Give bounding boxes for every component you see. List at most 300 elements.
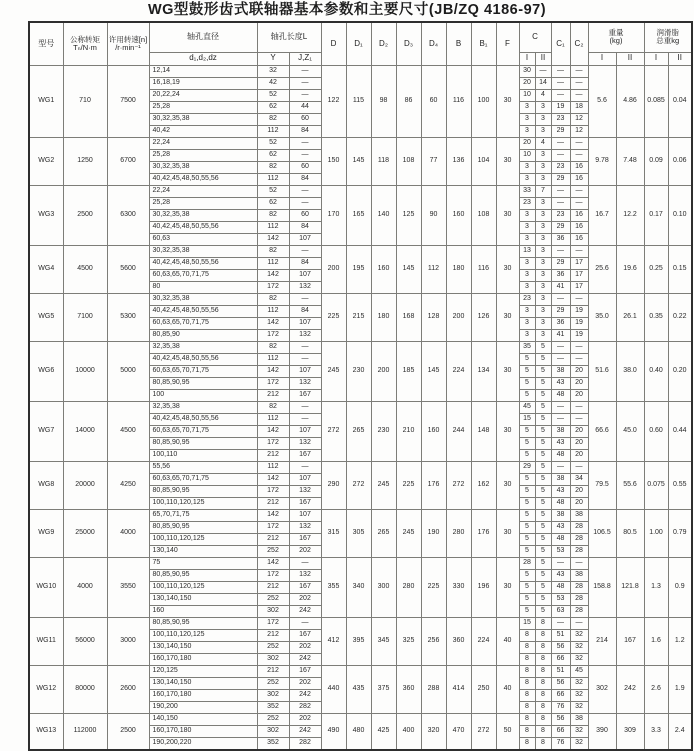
torque-cell: 710: [63, 65, 107, 137]
dim-D4-cell: 225: [421, 557, 446, 617]
C2-cell: 38: [570, 713, 588, 725]
C1-cell: 36: [551, 233, 570, 245]
grease-I-cell: 0.17: [644, 185, 668, 245]
dim-D-cell: 122: [321, 65, 346, 137]
header-D: D: [321, 22, 346, 65]
header-C1: C₁: [551, 22, 570, 65]
C1-cell: 66: [551, 725, 570, 737]
C1-cell: 29: [551, 173, 570, 185]
header-D1: D₁: [346, 22, 371, 65]
dim-F-cell: 30: [496, 461, 519, 509]
C1-cell: 29: [551, 125, 570, 137]
C-I-cell: 23: [519, 197, 535, 209]
bore-diameter-cell: 160,170,180: [149, 725, 257, 737]
C-I-cell: 3: [519, 305, 535, 317]
bore-diameter-cell: 20,22,24: [149, 89, 257, 101]
torque-cell: 80000: [63, 665, 107, 713]
length-JZ-cell: 167: [289, 581, 321, 593]
dim-B-cell: 224: [446, 341, 471, 401]
dim-D3-cell: 86: [396, 65, 421, 137]
length-JZ-cell: 167: [289, 497, 321, 509]
C1-cell: —: [551, 89, 570, 101]
length-JZ-cell: —: [289, 185, 321, 197]
speed-cell: 2500: [107, 713, 149, 750]
length-JZ-cell: 242: [289, 653, 321, 665]
bore-diameter-cell: 100,110,120,125: [149, 533, 257, 545]
bore-diameter-cell: 40,42: [149, 125, 257, 137]
length-JZ-cell: —: [289, 137, 321, 149]
table-row: [29, 293, 692, 305]
header-weight: [588, 22, 644, 52]
length-JZ-cell: 60: [289, 161, 321, 173]
C-II-cell: 8: [535, 713, 551, 725]
C2-cell: 28: [570, 545, 588, 557]
C-II-cell: 5: [535, 449, 551, 461]
C2-cell: 28: [570, 593, 588, 605]
C-I-cell: 45: [519, 401, 535, 413]
C2-cell: 19: [570, 317, 588, 329]
C1-cell: —: [551, 185, 570, 197]
length-Y-cell: 112: [257, 413, 289, 425]
C-I-cell: 5: [519, 569, 535, 581]
length-Y-cell: 112: [257, 461, 289, 473]
dim-D4-cell: 256: [421, 617, 446, 665]
C-I-cell: 13: [519, 245, 535, 257]
length-JZ-cell: —: [289, 353, 321, 365]
table-body: [29, 65, 692, 750]
C1-cell: —: [551, 617, 570, 629]
table-row: [29, 65, 692, 77]
grease-I-cell: 0.085: [644, 65, 668, 137]
length-Y-cell: 252: [257, 713, 289, 725]
C-I-cell: 3: [519, 113, 535, 125]
length-Y-cell: 142: [257, 509, 289, 521]
C-II-cell: 3: [535, 281, 551, 293]
dim-D2-cell: 160: [371, 245, 396, 293]
length-Y-cell: 302: [257, 653, 289, 665]
C-I-cell: 8: [519, 725, 535, 737]
C-I-cell: 15: [519, 413, 535, 425]
dim-D-cell: 200: [321, 245, 346, 293]
dim-D2-cell: 425: [371, 713, 396, 750]
dim-F-cell: 30: [496, 341, 519, 401]
weight-II-cell: 80.5: [616, 509, 644, 557]
length-JZ-cell: 167: [289, 449, 321, 461]
dim-D1-cell: 195: [346, 245, 371, 293]
C-I-cell: 8: [519, 677, 535, 689]
model-cell: WG3: [29, 185, 63, 245]
length-JZ-cell: 202: [289, 593, 321, 605]
dim-D4-cell: 176: [421, 461, 446, 509]
model-cell: WG10: [29, 557, 63, 617]
C2-cell: 28: [570, 521, 588, 533]
dim-B1-cell: 272: [471, 713, 496, 750]
dim-D1-cell: 340: [346, 557, 371, 617]
C-II-cell: 3: [535, 113, 551, 125]
dim-B1-cell: 250: [471, 665, 496, 713]
dim-D3-cell: 185: [396, 341, 421, 401]
dim-B-cell: 160: [446, 185, 471, 245]
C-I-cell: 29: [519, 461, 535, 473]
header-bore-diameter-sub: d₁,d₂,dz: [149, 52, 257, 65]
C-II-cell: 5: [535, 533, 551, 545]
torque-cell: 112000: [63, 713, 107, 750]
length-Y-cell: 52: [257, 137, 289, 149]
dim-D2-cell: 375: [371, 665, 396, 713]
dim-B-cell: 244: [446, 401, 471, 461]
dim-D1-cell: 480: [346, 713, 371, 750]
dim-D1-cell: 145: [346, 137, 371, 185]
C1-cell: —: [551, 353, 570, 365]
dim-D-cell: 290: [321, 461, 346, 509]
speed-cell: 4250: [107, 461, 149, 509]
dim-F-cell: 30: [496, 293, 519, 341]
dim-D1-cell: 395: [346, 617, 371, 665]
length-JZ-cell: —: [289, 617, 321, 629]
dim-B-cell: 272: [446, 461, 471, 509]
C2-cell: 20: [570, 449, 588, 461]
dim-F-cell: 40: [496, 617, 519, 665]
weight-II-cell: 38.0: [616, 341, 644, 401]
header-grease-unit: 总重kg: [656, 36, 680, 46]
C-II-cell: 5: [535, 389, 551, 401]
C2-cell: 32: [570, 629, 588, 641]
C2-cell: 20: [570, 389, 588, 401]
bore-diameter-cell: 80,85,90,95: [149, 569, 257, 581]
dim-D4-cell: 288: [421, 665, 446, 713]
length-JZ-cell: —: [289, 341, 321, 353]
length-Y-cell: 82: [257, 113, 289, 125]
dim-D4-cell: 128: [421, 293, 446, 341]
dim-D1-cell: 115: [346, 65, 371, 137]
header-grease-label: 润滑脂: [656, 28, 679, 38]
bore-diameter-cell: 65,70,71,75: [149, 509, 257, 521]
dim-F-cell: 30: [496, 557, 519, 617]
length-Y-cell: 142: [257, 425, 289, 437]
C1-cell: 51: [551, 665, 570, 677]
C2-cell: —: [570, 245, 588, 257]
C2-cell: 38: [570, 509, 588, 521]
header-D3: D₃: [396, 22, 421, 65]
C-II-cell: 8: [535, 629, 551, 641]
C2-cell: 28: [570, 605, 588, 617]
C1-cell: —: [551, 401, 570, 413]
C1-cell: 29: [551, 221, 570, 233]
bore-diameter-cell: 30,32,35,38: [149, 161, 257, 173]
header-C: C: [519, 22, 551, 52]
weight-II-cell: 121.8: [616, 557, 644, 617]
length-JZ-cell: —: [289, 65, 321, 77]
C2-cell: 16: [570, 173, 588, 185]
C-I-cell: 3: [519, 317, 535, 329]
weight-II-cell: 4.86: [616, 65, 644, 137]
bore-diameter-cell: 25,28: [149, 101, 257, 113]
grease-I-cell: 0.09: [644, 137, 668, 185]
dim-D-cell: 315: [321, 509, 346, 557]
dim-D1-cell: 265: [346, 401, 371, 461]
dim-F-cell: 50: [496, 713, 519, 750]
bore-diameter-cell: 55,56: [149, 461, 257, 473]
bore-diameter-cell: 100,110: [149, 449, 257, 461]
length-Y-cell: 252: [257, 641, 289, 653]
bore-diameter-cell: 140,150: [149, 713, 257, 725]
dim-D4-cell: 60: [421, 65, 446, 137]
table-row: [29, 461, 692, 473]
bore-diameter-cell: 60,63,65,70,71,75: [149, 365, 257, 377]
C1-cell: 66: [551, 689, 570, 701]
C1-cell: —: [551, 557, 570, 569]
length-JZ-cell: 202: [289, 677, 321, 689]
table-row: [29, 401, 692, 413]
length-JZ-cell: 107: [289, 365, 321, 377]
length-JZ-cell: 132: [289, 485, 321, 497]
table-header: [29, 22, 692, 65]
bore-diameter-cell: 25,28: [149, 197, 257, 209]
dim-D2-cell: 118: [371, 137, 396, 185]
C-II-cell: 8: [535, 737, 551, 750]
weight-I-cell: 66.6: [588, 401, 616, 461]
length-JZ-cell: 132: [289, 521, 321, 533]
C-I-cell: 10: [519, 149, 535, 161]
length-Y-cell: 142: [257, 317, 289, 329]
C2-cell: —: [570, 557, 588, 569]
torque-cell: 4000: [63, 557, 107, 617]
C2-cell: —: [570, 89, 588, 101]
C2-cell: 34: [570, 473, 588, 485]
length-JZ-cell: 107: [289, 317, 321, 329]
header-speed-unit: /r·min⁻¹: [115, 42, 141, 52]
C-I-cell: 5: [519, 605, 535, 617]
table-row: [29, 185, 692, 197]
C1-cell: 48: [551, 389, 570, 401]
C2-cell: —: [570, 353, 588, 365]
C1-cell: 43: [551, 437, 570, 449]
speed-cell: 5000: [107, 341, 149, 401]
weight-II-cell: 309: [616, 713, 644, 750]
C2-cell: 16: [570, 209, 588, 221]
C2-cell: 17: [570, 269, 588, 281]
C1-cell: 41: [551, 281, 570, 293]
length-JZ-cell: —: [289, 197, 321, 209]
table-row: [29, 665, 692, 677]
length-JZ-cell: —: [289, 461, 321, 473]
C-I-cell: 35: [519, 341, 535, 353]
C-I-cell: 3: [519, 221, 535, 233]
C-I-cell: 5: [519, 437, 535, 449]
bore-diameter-cell: 100,110,120,125: [149, 581, 257, 593]
C-I-cell: 5: [519, 473, 535, 485]
C2-cell: 19: [570, 305, 588, 317]
dim-B-cell: 470: [446, 713, 471, 750]
C-II-cell: 3: [535, 101, 551, 113]
length-Y-cell: 252: [257, 593, 289, 605]
grease-II-cell: 2.4: [668, 713, 692, 750]
length-Y-cell: 52: [257, 185, 289, 197]
grease-II-cell: 0.06: [668, 137, 692, 185]
length-JZ-cell: —: [289, 149, 321, 161]
C-I-cell: 8: [519, 629, 535, 641]
length-Y-cell: 252: [257, 545, 289, 557]
C-II-cell: 5: [535, 437, 551, 449]
grease-I-cell: 1.6: [644, 617, 668, 665]
C-II-cell: 5: [535, 497, 551, 509]
weight-I-cell: 158.8: [588, 557, 616, 617]
length-Y-cell: 172: [257, 437, 289, 449]
C-II-cell: 5: [535, 365, 551, 377]
dim-D1-cell: 215: [346, 293, 371, 341]
header-weight-II: II: [616, 52, 644, 65]
C1-cell: 76: [551, 701, 570, 713]
C-I-cell: 8: [519, 665, 535, 677]
bore-diameter-cell: 40,42,45,48,50,55,56: [149, 173, 257, 185]
dim-D2-cell: 200: [371, 341, 396, 401]
dim-B1-cell: 108: [471, 185, 496, 245]
C2-cell: 32: [570, 725, 588, 737]
weight-I-cell: 214: [588, 617, 616, 665]
C2-cell: 32: [570, 677, 588, 689]
header-length-Y: Y: [257, 52, 289, 65]
dim-B-cell: 280: [446, 509, 471, 557]
bore-diameter-cell: 60,63,65,70,71,75: [149, 425, 257, 437]
table-row: [29, 617, 692, 629]
C-I-cell: 3: [519, 161, 535, 173]
torque-cell: 25000: [63, 509, 107, 557]
dim-D1-cell: 230: [346, 341, 371, 401]
C-I-cell: 3: [519, 281, 535, 293]
dim-D2-cell: 180: [371, 293, 396, 341]
dim-F-cell: 30: [496, 65, 519, 137]
C-II-cell: 8: [535, 653, 551, 665]
length-Y-cell: 212: [257, 497, 289, 509]
C-I-cell: 5: [519, 485, 535, 497]
bore-diameter-cell: 190,200,220: [149, 737, 257, 750]
C1-cell: 48: [551, 449, 570, 461]
length-Y-cell: 302: [257, 725, 289, 737]
weight-I-cell: 16.7: [588, 185, 616, 245]
length-Y-cell: 112: [257, 173, 289, 185]
dim-D3-cell: 125: [396, 185, 421, 245]
torque-cell: 1250: [63, 137, 107, 185]
dim-D1-cell: 435: [346, 665, 371, 713]
C-II-cell: 3: [535, 149, 551, 161]
length-JZ-cell: 107: [289, 233, 321, 245]
length-JZ-cell: 60: [289, 113, 321, 125]
dim-D3-cell: 108: [396, 137, 421, 185]
C-II-cell: 8: [535, 617, 551, 629]
dim-B1-cell: 116: [471, 245, 496, 293]
C2-cell: 12: [570, 125, 588, 137]
C2-cell: 20: [570, 425, 588, 437]
C-I-cell: 8: [519, 641, 535, 653]
length-Y-cell: 352: [257, 737, 289, 750]
C1-cell: 66: [551, 653, 570, 665]
C2-cell: 17: [570, 257, 588, 269]
grease-I-cell: 1.3: [644, 557, 668, 617]
dim-D4-cell: 90: [421, 185, 446, 245]
C2-cell: 12: [570, 113, 588, 125]
bore-diameter-cell: 80,85,90,95: [149, 521, 257, 533]
torque-cell: 2500: [63, 185, 107, 245]
weight-I-cell: 79.5: [588, 461, 616, 509]
length-Y-cell: 62: [257, 101, 289, 113]
bore-diameter-cell: 40,42,45,48,50,55,56: [149, 257, 257, 269]
dim-B1-cell: 224: [471, 617, 496, 665]
dim-D4-cell: 145: [421, 341, 446, 401]
grease-I-cell: 0.35: [644, 293, 668, 341]
length-Y-cell: 352: [257, 701, 289, 713]
bore-diameter-cell: 30,32,35,38: [149, 293, 257, 305]
dim-B-cell: 116: [446, 65, 471, 137]
bore-diameter-cell: 190,200: [149, 701, 257, 713]
dim-D-cell: 225: [321, 293, 346, 341]
C-II-cell: 3: [535, 317, 551, 329]
dim-D-cell: 412: [321, 617, 346, 665]
table-row: [29, 557, 692, 569]
dim-D-cell: 150: [321, 137, 346, 185]
C-I-cell: 3: [519, 209, 535, 221]
grease-I-cell: 2.6: [644, 665, 668, 713]
model-cell: WG11: [29, 617, 63, 665]
length-Y-cell: 142: [257, 557, 289, 569]
length-JZ-cell: —: [289, 77, 321, 89]
length-Y-cell: 142: [257, 473, 289, 485]
bore-diameter-cell: 130,140,150: [149, 593, 257, 605]
C-I-cell: 5: [519, 377, 535, 389]
header-model: 型号: [29, 22, 63, 65]
header-weight-unit: (kg): [609, 36, 623, 46]
C-II-cell: 3: [535, 233, 551, 245]
length-JZ-cell: 242: [289, 605, 321, 617]
C2-cell: —: [570, 293, 588, 305]
dim-F-cell: 30: [496, 137, 519, 185]
dim-D4-cell: 160: [421, 401, 446, 461]
model-cell: WG9: [29, 509, 63, 557]
length-JZ-cell: 107: [289, 425, 321, 437]
bore-diameter-cell: 16,18,19: [149, 77, 257, 89]
C2-cell: —: [570, 401, 588, 413]
C-I-cell: 8: [519, 701, 535, 713]
C2-cell: 45: [570, 665, 588, 677]
dim-D-cell: 490: [321, 713, 346, 750]
dim-D3-cell: 225: [396, 461, 421, 509]
C-I-cell: 5: [519, 497, 535, 509]
grease-II-cell: 1.9: [668, 665, 692, 713]
C-I-cell: 8: [519, 653, 535, 665]
speed-cell: 5600: [107, 245, 149, 293]
C1-cell: 29: [551, 257, 570, 269]
dim-D-cell: 440: [321, 665, 346, 713]
header-torque-label: 公称转矩: [70, 34, 100, 44]
bore-diameter-cell: 22,24: [149, 185, 257, 197]
C1-cell: 23: [551, 161, 570, 173]
grease-II-cell: 0.79: [668, 509, 692, 557]
C-II-cell: 5: [535, 545, 551, 557]
weight-I-cell: 25.6: [588, 245, 616, 293]
length-JZ-cell: 107: [289, 269, 321, 281]
bore-diameter-cell: 80,85,90,95: [149, 437, 257, 449]
C-I-cell: 3: [519, 269, 535, 281]
C2-cell: 20: [570, 365, 588, 377]
length-JZ-cell: —: [289, 413, 321, 425]
dim-B1-cell: 148: [471, 401, 496, 461]
C-II-cell: 5: [535, 413, 551, 425]
C2-cell: 17: [570, 281, 588, 293]
C1-cell: —: [551, 149, 570, 161]
speed-cell: 4500: [107, 401, 149, 461]
dim-D2-cell: 265: [371, 509, 396, 557]
length-JZ-cell: 242: [289, 725, 321, 737]
length-JZ-cell: 132: [289, 377, 321, 389]
